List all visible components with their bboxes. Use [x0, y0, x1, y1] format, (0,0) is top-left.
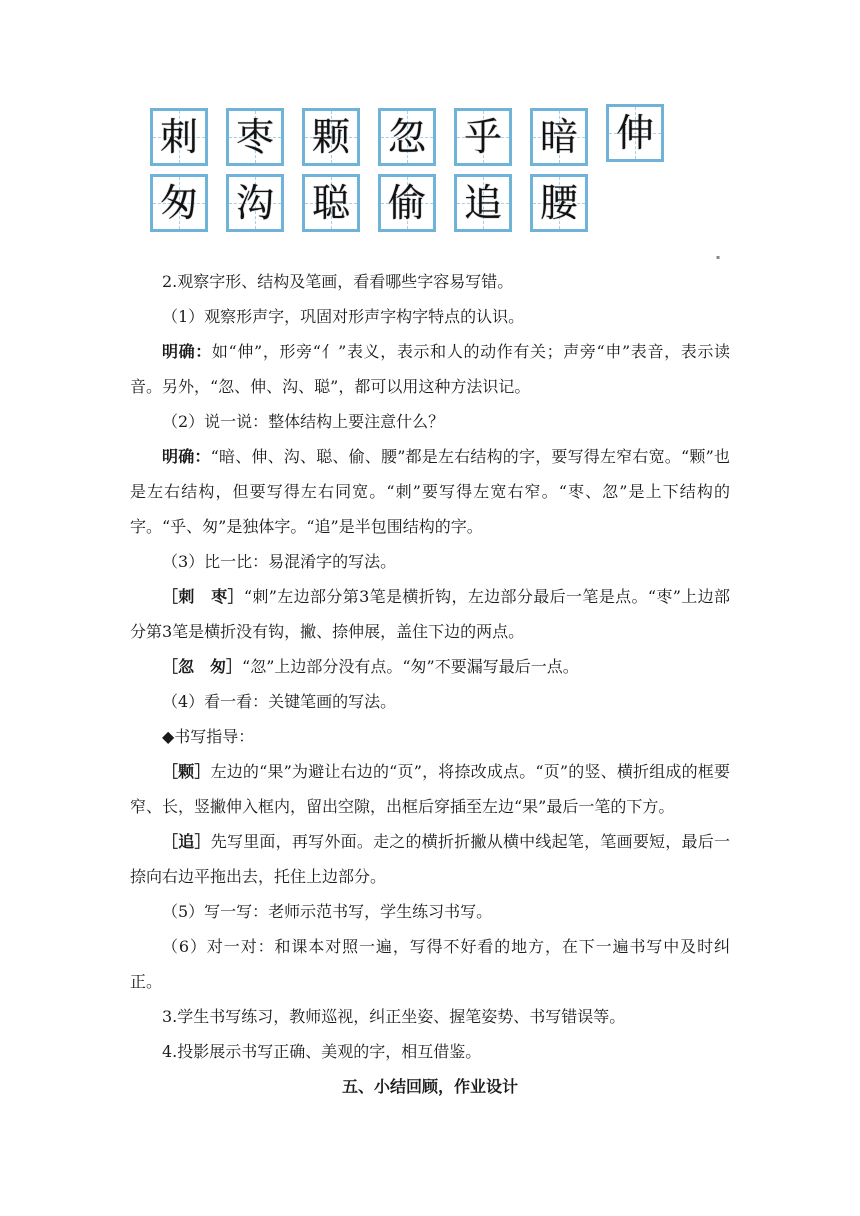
character: 沟 [235, 181, 274, 225]
paragraph: 3.学生书写练习，教师巡视，纠正坐姿、握笔姿势、书写错误等。 [162, 1007, 626, 1026]
tianzige-cell [530, 174, 588, 232]
paragraph [130, 824, 730, 894]
paragraph-text: “暗、伸、沟、聪、偷、腰”都是左右结构的字，要写得左窄右宽。“颗”也是左右结构，但要写得左右同宽。“刺”要写得左宽右窄。“枣、忽”是上下结构的字。“乎、匆”是独体字。“追”是半包围结构的字。 [130, 447, 730, 536]
paragraph-label: ［忽 匆］ [162, 657, 243, 676]
paragraph [130, 649, 730, 684]
character: 枣 [235, 115, 274, 159]
paragraph: （1）观察形声字，巩固对形声字构字特点的认识。 [162, 307, 525, 326]
paragraph-label: ［颗］ [162, 762, 211, 781]
character: 偷 [387, 181, 426, 225]
character: 腰 [539, 181, 578, 225]
character-row-1 [150, 108, 710, 166]
tianzige-cell [150, 174, 208, 232]
paragraph-text: 左边的“果”为避让右边的“页”，将捺改成点。“页”的竖、横折组成的框要窄、长，竖撇伸入框内，留出空隙，出框后穿插至左边“果”最后一笔的下方。 [130, 762, 730, 816]
tianzige-cell [606, 104, 664, 162]
paragraph-label: ［刺 枣］ [162, 587, 244, 606]
tianzige-cell [226, 108, 284, 166]
paragraph-text: “忽”上边部分没有点。“匆”不要漏写最后一点。 [242, 657, 579, 676]
document-body [130, 264, 730, 1104]
character: 匆 [159, 181, 198, 225]
tianzige-cell [302, 108, 360, 166]
character: 忽 [387, 115, 426, 159]
character: 暗 [539, 115, 578, 159]
paragraph-text: 先写里面，再写外面。走之的横折折撇从横中线起笔，笔画要短，最后一捺向右边平拖出去，托住上边部分。 [130, 832, 730, 886]
tianzige-cell [226, 174, 284, 232]
paragraph: （4）看一看：关键笔画的写法。 [162, 692, 397, 711]
paragraph: ◆书写指导： [162, 727, 255, 746]
paragraph-text: “刺”左边部分第3笔是横折钩，左边部分最后一笔是点。“枣”上边部分第3笔是横折没有钩，撇、捺伸展，盖住下边的两点。 [130, 587, 730, 641]
paragraph [130, 579, 730, 649]
paragraph-text: 如“伸”，形旁“亻”表义，表示和人的动作有关；声旁“申”表音，表示读音。另外，“忽、伸、沟、聪”，都可以用这种方法识记。 [130, 342, 730, 396]
paragraph: （6）对一对：和课本对照一遍，写得不好看的地方，在下一遍书写中及时纠正。 [130, 937, 730, 991]
tianzige-cell [378, 174, 436, 232]
paragraph-label: ［追］ [162, 832, 211, 851]
tianzige-cell [378, 108, 436, 166]
paragraph [130, 754, 730, 824]
character: 追 [463, 181, 502, 225]
paragraph: （2）说一说：整体结构上要注意什么？ [162, 412, 445, 431]
tianzige-cell [454, 174, 512, 232]
paragraph: 4.投影展示书写正确、美观的字，相互借鉴。 [162, 1042, 482, 1061]
section-heading: 五、小结回顾，作业设计 [341, 1077, 518, 1096]
paragraph [130, 334, 730, 404]
paragraph-label: 明确： [162, 342, 212, 361]
paragraph: （5）写一写：老师示范书写，学生练习书写。 [162, 902, 493, 921]
tianzige-cell [454, 108, 512, 166]
tianzige-cell [150, 108, 208, 166]
character: 聪 [311, 181, 350, 225]
character: 刺 [159, 115, 198, 159]
paragraph: 2.观察字形、结构及笔画，看看哪些字容易写错。 [162, 272, 514, 291]
paragraph [130, 439, 730, 544]
character-grid [150, 108, 710, 240]
character-row-2 [150, 174, 710, 232]
tianzige-cell [530, 108, 588, 166]
tianzige-cell [302, 174, 360, 232]
character: 颗 [311, 115, 350, 159]
stray-mark: ▪ [716, 254, 721, 261]
character: 伸 [615, 111, 654, 155]
character: 乎 [463, 115, 502, 159]
paragraph-label: 明确： [162, 447, 211, 466]
paragraph: （3）比一比：易混淆字的写法。 [162, 552, 397, 571]
